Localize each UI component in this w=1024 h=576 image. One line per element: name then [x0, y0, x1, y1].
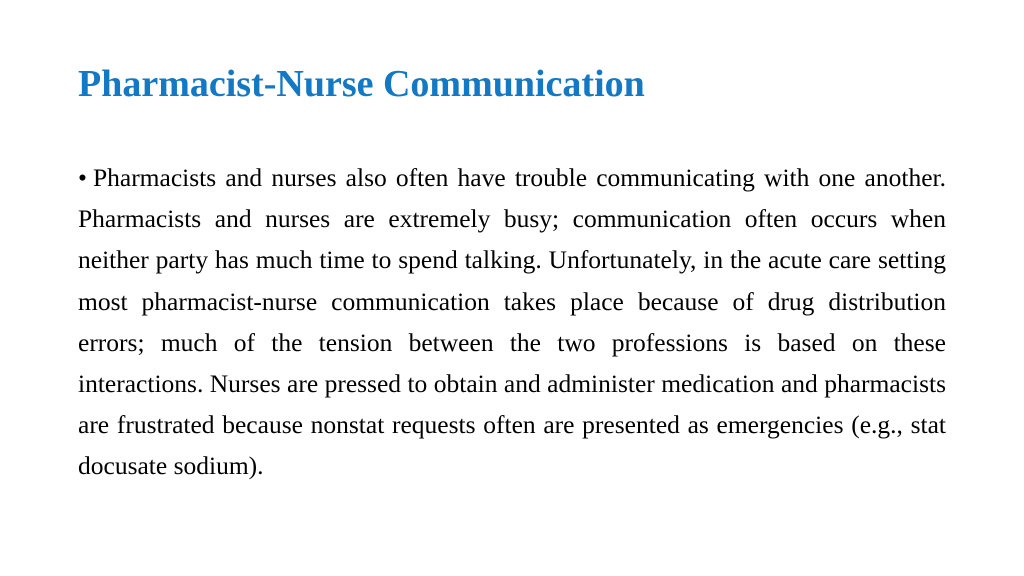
bullet-paragraph [78, 157, 946, 487]
bullet-icon: • [78, 163, 87, 192]
slide-title: Pharmacist-Nurse Communication [78, 63, 645, 105]
paragraph-text: Pharmacists and nurses also often have trouble communicating with one another. Pharmacists and nurses are extremely busy; communication often occurs when neither party has much time to spend talking. Unfortunately, in the acute care setting most pharmacist-nurse communication takes place because of drug distribution errors; much of the tension between the two professions is based on these interactions. Nurses are pressed to obtain and administer medication and pharmacists are frustrated because nonstat requests often are presented as emergencies (e.g., stat docusate sodium). [78, 163, 946, 481]
